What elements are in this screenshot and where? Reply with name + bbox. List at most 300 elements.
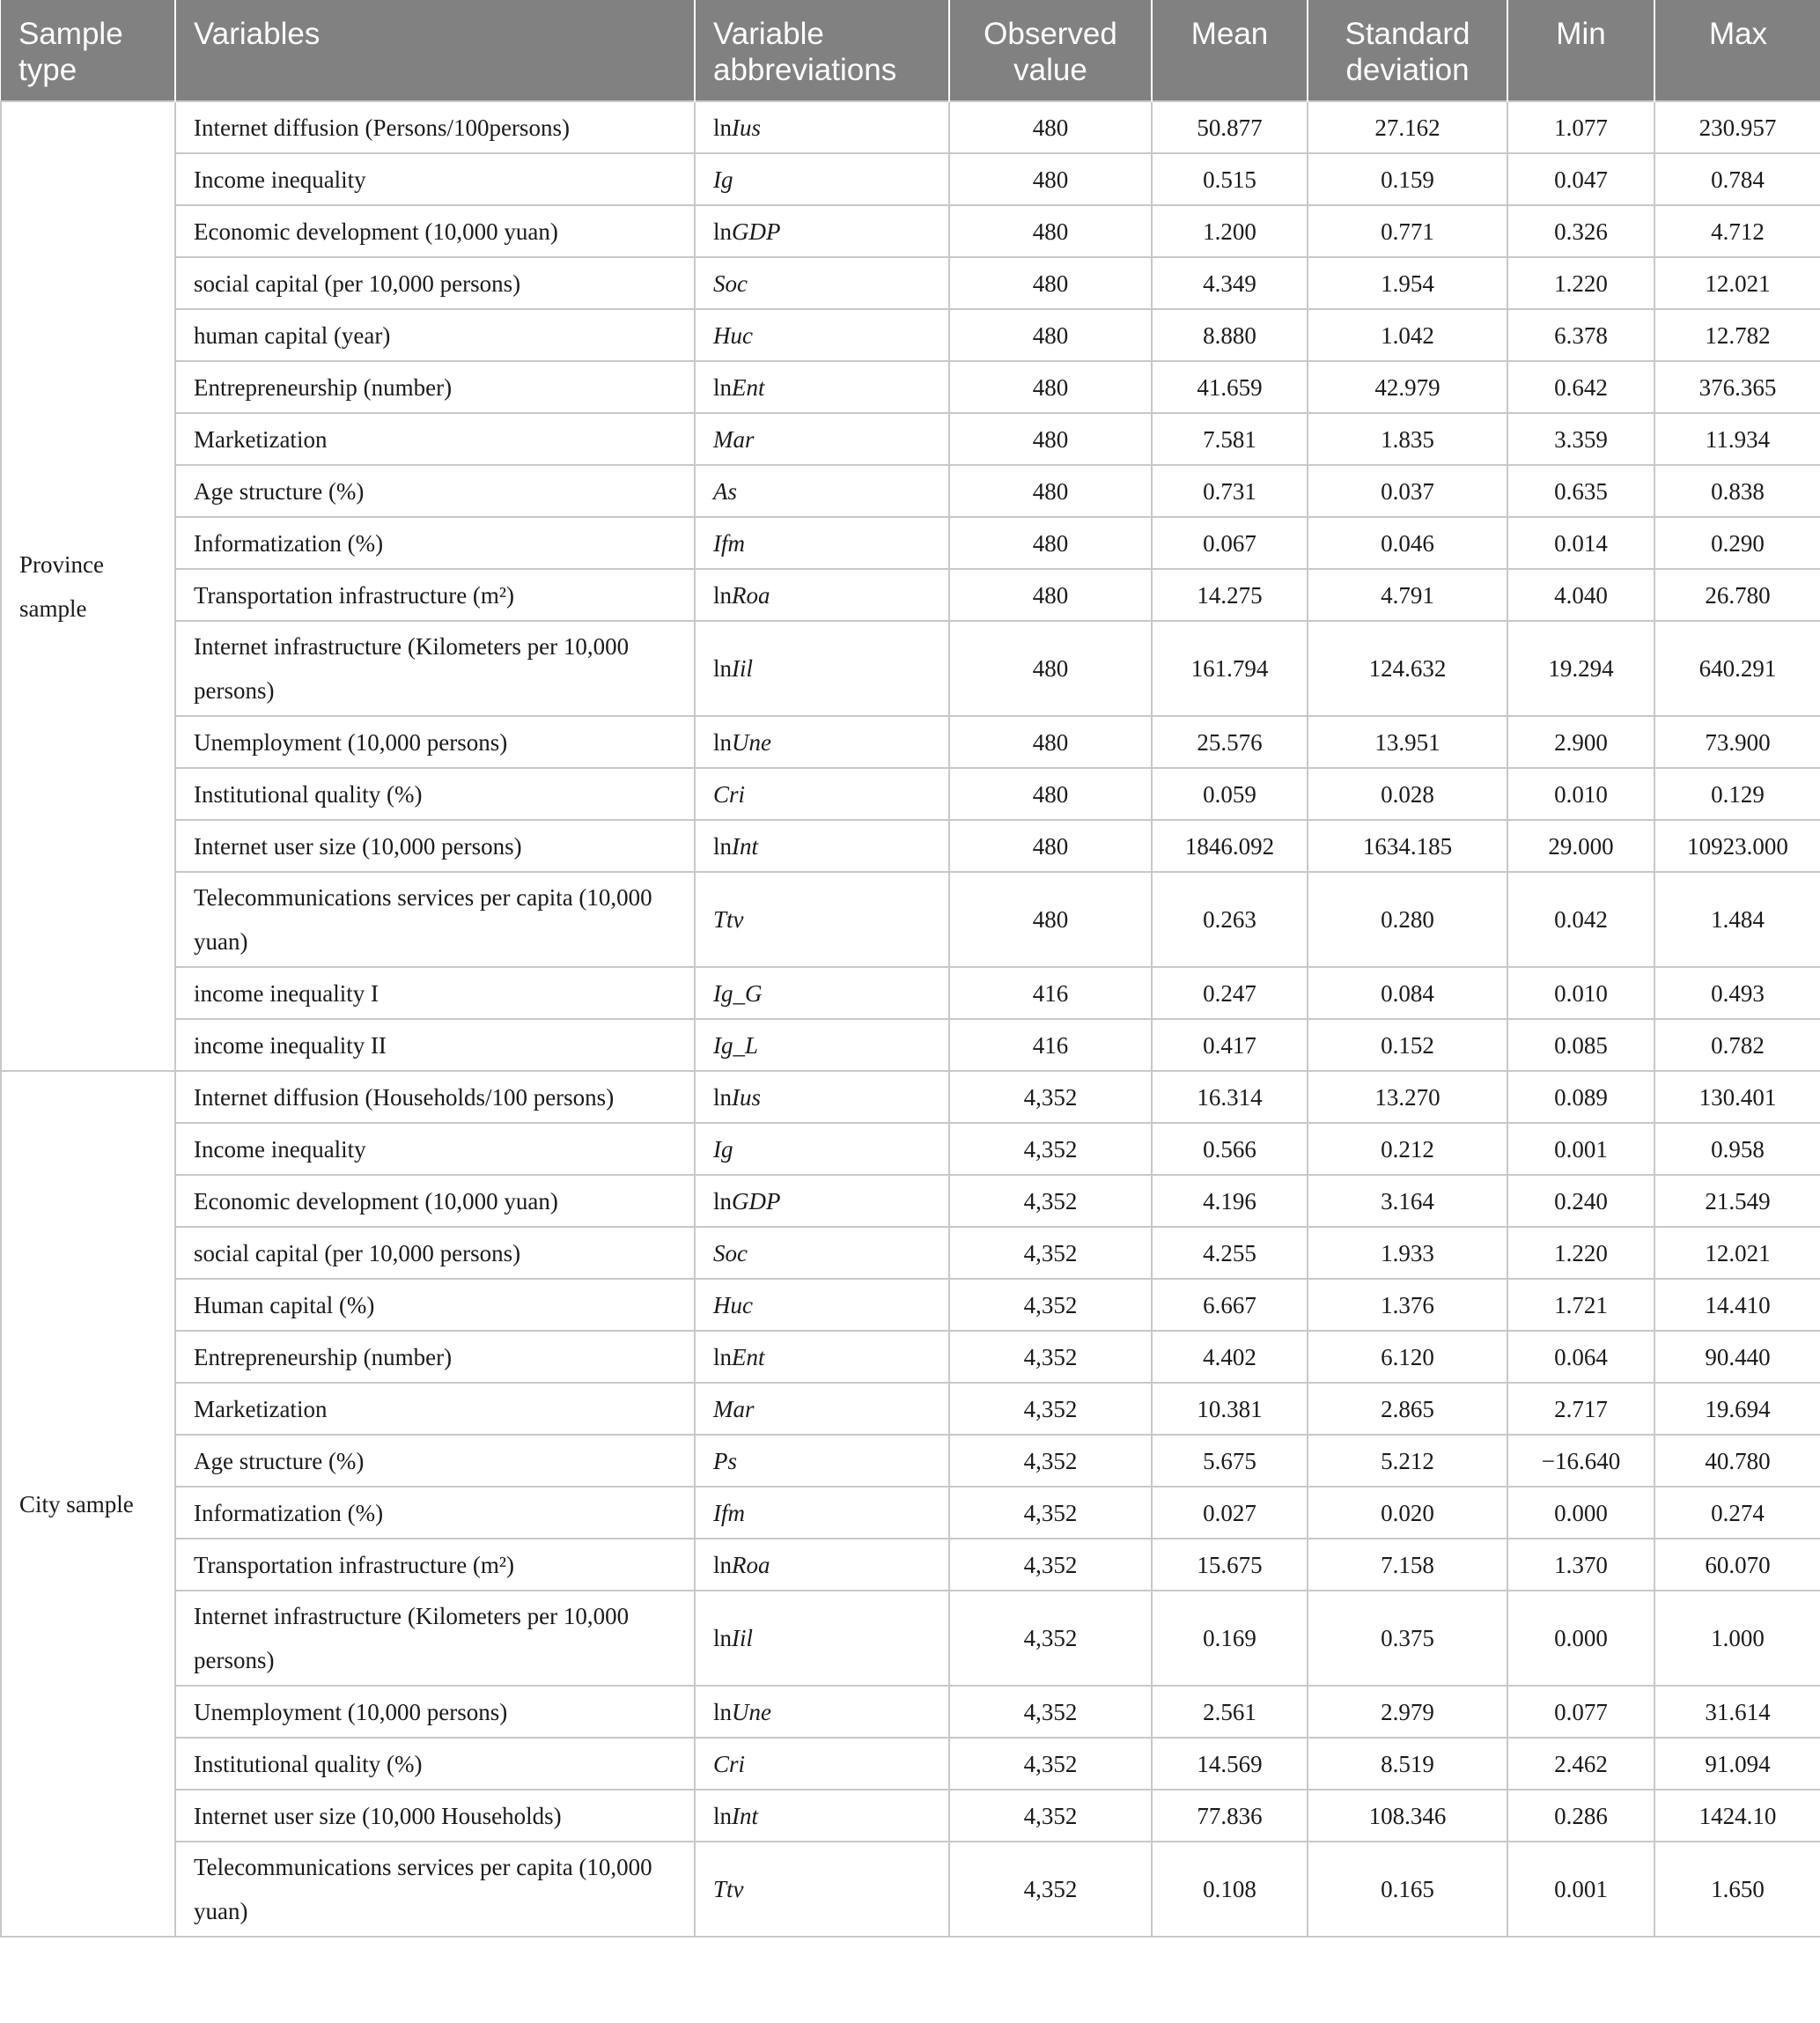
mean-cell: 4.255 [1152,1227,1308,1279]
standard-deviation-cell: 1.933 [1308,1227,1507,1279]
abbreviation-cell [695,1175,949,1227]
table-row [1,569,1820,621]
observed-value-cell: 4,352 [949,1383,1152,1435]
table-row [1,1331,1820,1383]
mean-cell: 0.247 [1152,967,1308,1019]
standard-deviation-cell: 0.771 [1308,205,1507,257]
mean-cell: 0.731 [1152,465,1308,517]
abbreviation-symbol: Ig [713,166,733,193]
abbreviation-cell [695,1227,949,1279]
abbreviation-cell [695,517,949,569]
standard-deviation-cell: 1.376 [1308,1279,1507,1331]
max-cell: 0.129 [1654,768,1820,820]
min-cell: 0.000 [1507,1591,1654,1686]
mean-cell: 6.667 [1152,1279,1308,1331]
table-row [1,1842,1820,1937]
abbreviation-prefix: ln [713,1698,733,1725]
min-cell: 1.370 [1507,1539,1654,1591]
abbreviation-symbol: Cri [713,1750,746,1777]
abbreviation-symbol: Huc [713,1291,753,1318]
observed-value-cell: 480 [949,621,1152,716]
table-row [1,1738,1820,1790]
min-cell: 19.294 [1507,621,1654,716]
mean-cell: 0.566 [1152,1123,1308,1175]
max-cell: 14.410 [1654,1279,1820,1331]
max-cell: 4.712 [1654,205,1820,257]
observed-value-cell: 480 [949,569,1152,621]
max-cell: 0.290 [1654,517,1820,569]
max-cell: 1.000 [1654,1591,1820,1686]
min-cell: 2.717 [1507,1383,1654,1435]
max-cell: 0.493 [1654,967,1820,1019]
abbreviation-symbol: Ig_L [713,1031,759,1059]
observed-value-cell: 4,352 [949,1175,1152,1227]
min-cell: 0.642 [1507,361,1654,413]
abbreviation-prefix: ln [713,655,733,682]
observed-value-cell: 4,352 [949,1686,1152,1738]
mean-cell: 4.349 [1152,257,1308,309]
table-row [1,465,1820,517]
abbreviation-symbol: Roa [732,1551,770,1578]
variable-name-cell: income inequality I [175,967,695,1019]
max-cell: 91.094 [1654,1738,1820,1790]
abbreviation-cell [695,1331,949,1383]
mean-cell: 8.880 [1152,309,1308,361]
min-cell: 0.326 [1507,205,1654,257]
standard-deviation-cell: 3.164 [1308,1175,1507,1227]
mean-cell: 41.659 [1152,361,1308,413]
mean-cell: 4.402 [1152,1331,1308,1383]
max-cell: 230.957 [1654,101,1820,153]
table-row [1,967,1820,1019]
abbreviation-symbol: Int [732,832,759,860]
table-row [1,1383,1820,1435]
standard-deviation-cell: 4.791 [1308,569,1507,621]
abbreviation-cell [695,621,949,716]
standard-deviation-cell: 8.519 [1308,1738,1507,1790]
abbreviation-symbol: Ttv [713,906,744,933]
standard-deviation-cell: 0.046 [1308,517,1507,569]
max-cell: 12.021 [1654,257,1820,309]
abbreviation-symbol: Mar [713,425,755,453]
max-cell: 0.274 [1654,1487,1820,1539]
variable-name-cell: Entrepreneurship (number) [175,1331,695,1383]
variable-name-cell: Telecommunications services per capita (10,000 yuan) [175,1842,695,1937]
header-sample-type: Sample type [1,0,175,101]
abbreviation-prefix: ln [713,728,733,756]
variable-name-cell: Informatization (%) [175,517,695,569]
table-row [1,361,1820,413]
table-row [1,101,1820,153]
variable-name-cell: Age structure (%) [175,1435,695,1487]
observed-value-cell: 480 [949,517,1152,569]
mean-cell: 0.263 [1152,872,1308,967]
abbreviation-prefix: ln [713,1625,733,1651]
mean-cell: 50.877 [1152,101,1308,153]
observed-value-cell: 480 [949,153,1152,205]
variable-name-cell: Internet user size (10,000 persons) [175,820,695,872]
max-cell: 1.650 [1654,1842,1820,1937]
max-cell: 10923.000 [1654,820,1820,872]
table-row [1,820,1820,872]
max-cell: 11.934 [1654,413,1820,465]
sample-type-cell: Province sample [1,101,175,1071]
abbreviation-cell [695,153,949,205]
table-row [1,1686,1820,1738]
abbreviation-symbol: Ius [732,114,762,141]
variable-name-cell: Internet user size (10,000 Households) [175,1790,695,1842]
variable-name-cell: human capital (year) [175,309,695,361]
abbreviation-cell [695,1591,949,1686]
min-cell: 0.042 [1507,872,1654,967]
mean-cell: 77.836 [1152,1790,1308,1842]
abbreviation-symbol: As [713,477,737,505]
table-body [1,101,1820,1937]
table-row [1,872,1820,967]
mean-cell: 5.675 [1152,1435,1308,1487]
abbreviation-symbol: Ius [732,1083,762,1111]
abbreviation-cell [695,569,949,621]
table-row [1,716,1820,768]
mean-cell: 1846.092 [1152,820,1308,872]
variable-name-cell: Unemployment (10,000 persons) [175,716,695,768]
abbreviation-symbol: Huc [713,321,753,349]
max-cell: 26.780 [1654,569,1820,621]
variable-name-cell: income inequality II [175,1019,695,1071]
abbreviation-prefix: ln [713,114,733,141]
min-cell: 0.064 [1507,1331,1654,1383]
variable-name-cell: Institutional quality (%) [175,768,695,820]
header-variables: Variables [175,0,695,101]
abbreviation-prefix: ln [713,581,733,609]
mean-cell: 0.059 [1152,768,1308,820]
variable-name-cell: Economic development (10,000 yuan) [175,205,695,257]
standard-deviation-cell: 13.270 [1308,1071,1507,1123]
table-row [1,309,1820,361]
abbreviation-cell [695,361,949,413]
abbreviation-cell [695,465,949,517]
variable-name-cell: Marketization [175,1383,695,1435]
min-cell: 0.089 [1507,1071,1654,1123]
abbreviation-cell [695,1790,949,1842]
abbreviation-cell [695,1123,949,1175]
abbreviation-symbol: Ent [732,373,765,401]
abbreviation-cell [695,205,949,257]
mean-cell: 16.314 [1152,1071,1308,1123]
standard-deviation-cell: 1.954 [1308,257,1507,309]
header-mean: Mean [1152,0,1308,101]
table-row [1,1227,1820,1279]
observed-value-cell: 4,352 [949,1487,1152,1539]
table-row [1,1487,1820,1539]
variable-name-cell: Telecommunications services per capita (10,000 yuan) [175,872,695,967]
observed-value-cell: 480 [949,465,1152,517]
min-cell: 0.635 [1507,465,1654,517]
min-cell: 3.359 [1507,413,1654,465]
variable-name-cell: Informatization (%) [175,1487,695,1539]
abbreviation-cell [695,413,949,465]
observed-value-cell: 4,352 [949,1591,1152,1686]
max-cell: 73.900 [1654,716,1820,768]
standard-deviation-cell: 0.375 [1308,1591,1507,1686]
abbreviation-cell [695,967,949,1019]
min-cell: 0.077 [1507,1686,1654,1738]
min-cell: 1.220 [1507,1227,1654,1279]
observed-value-cell: 480 [949,768,1152,820]
abbreviation-symbol: GDP [732,218,781,245]
observed-value-cell: 480 [949,716,1152,768]
variable-name-cell: Marketization [175,413,695,465]
variable-name-cell: Transportation infrastructure (m²) [175,1539,695,1591]
min-cell: 1.220 [1507,257,1654,309]
abbreviation-prefix: ln [713,1187,733,1215]
standard-deviation-cell: 0.159 [1308,153,1507,205]
abbreviation-symbol: Iil [732,1625,754,1651]
abbreviation-cell [695,1686,949,1738]
mean-cell: 0.108 [1152,1842,1308,1937]
mean-cell: 4.196 [1152,1175,1308,1227]
max-cell: 19.694 [1654,1383,1820,1435]
variable-name-cell: social capital (per 10,000 persons) [175,257,695,309]
min-cell: 0.001 [1507,1123,1654,1175]
standard-deviation-cell: 6.120 [1308,1331,1507,1383]
variable-name-cell: Internet diffusion (Households/100 persons) [175,1071,695,1123]
table-row [1,153,1820,205]
abbreviation-cell [695,101,949,153]
variable-name-cell: Institutional quality (%) [175,1738,695,1790]
min-cell: 2.900 [1507,716,1654,768]
min-cell: 0.240 [1507,1175,1654,1227]
observed-value-cell: 480 [949,101,1152,153]
abbreviation-symbol: Ps [713,1447,737,1474]
abbreviation-cell [695,1019,949,1071]
max-cell: 60.070 [1654,1539,1820,1591]
abbreviation-cell [695,257,949,309]
table-row [1,621,1820,716]
abbreviation-cell [695,1279,949,1331]
table-row [1,1279,1820,1331]
observed-value-cell: 4,352 [949,1123,1152,1175]
table-row [1,768,1820,820]
min-cell: 0.014 [1507,517,1654,569]
table-row [1,205,1820,257]
mean-cell: 2.561 [1152,1686,1308,1738]
max-cell: 90.440 [1654,1331,1820,1383]
mean-cell: 0.515 [1152,153,1308,205]
abbreviation-symbol: Soc [713,1239,748,1266]
abbreviation-cell [695,1071,949,1123]
abbreviation-symbol: Soc [713,269,748,297]
abbreviation-prefix: ln [713,1551,733,1578]
abbreviation-symbol: Roa [732,581,770,609]
variable-name-cell: Entrepreneurship (number) [175,361,695,413]
abbreviation-cell [695,1487,949,1539]
abbreviation-prefix: ln [713,832,733,860]
table-row [1,1435,1820,1487]
abbreviation-cell [695,1383,949,1435]
standard-deviation-cell: 1.835 [1308,413,1507,465]
table-row [1,1591,1820,1686]
standard-deviation-cell: 0.020 [1308,1487,1507,1539]
observed-value-cell: 4,352 [949,1790,1152,1842]
abbreviation-cell [695,872,949,967]
standard-deviation-cell: 0.280 [1308,872,1507,967]
mean-cell: 0.417 [1152,1019,1308,1071]
sample-type-cell: City sample [1,1071,175,1937]
min-cell: −16.640 [1507,1435,1654,1487]
abbreviation-symbol: Int [732,1802,759,1829]
max-cell: 0.784 [1654,153,1820,205]
abbreviation-symbol: Ig_G [713,979,763,1007]
observed-value-cell: 480 [949,309,1152,361]
standard-deviation-cell: 13.951 [1308,716,1507,768]
standard-deviation-cell: 2.979 [1308,1686,1507,1738]
abbreviation-symbol: Mar [713,1395,755,1422]
abbreviation-symbol: Une [732,1698,771,1725]
observed-value-cell: 4,352 [949,1842,1152,1937]
header-observed-value: Observed value [949,0,1152,101]
table-row [1,1071,1820,1123]
max-cell: 130.401 [1654,1071,1820,1123]
abbreviation-cell [695,716,949,768]
max-cell: 12.782 [1654,309,1820,361]
standard-deviation-cell: 27.162 [1308,101,1507,153]
mean-cell: 1.200 [1152,205,1308,257]
standard-deviation-cell: 5.212 [1308,1435,1507,1487]
table-row [1,1539,1820,1591]
abbreviation-prefix: ln [713,1083,733,1111]
observed-value-cell: 480 [949,413,1152,465]
mean-cell: 0.169 [1152,1591,1308,1686]
abbreviation-symbol: Cri [713,780,746,808]
max-cell: 0.838 [1654,465,1820,517]
max-cell: 31.614 [1654,1686,1820,1738]
observed-value-cell: 4,352 [949,1435,1152,1487]
header-min: Min [1507,0,1654,101]
observed-value-cell: 4,352 [949,1279,1152,1331]
table-row [1,1175,1820,1227]
variable-name-cell: Internet infrastructure (Kilometers per 10,000 persons) [175,621,695,716]
observed-value-cell: 4,352 [949,1331,1152,1383]
table-row [1,1123,1820,1175]
min-cell: 0.286 [1507,1790,1654,1842]
abbreviation-symbol: Une [732,728,771,756]
abbreviation-symbol: GDP [732,1187,781,1215]
table-header [1,0,1820,101]
observed-value-cell: 480 [949,257,1152,309]
standard-deviation-cell: 0.165 [1308,1842,1507,1937]
min-cell: 0.010 [1507,967,1654,1019]
abbreviation-cell [695,1539,949,1591]
min-cell: 0.000 [1507,1487,1654,1539]
max-cell: 0.958 [1654,1123,1820,1175]
min-cell: 4.040 [1507,569,1654,621]
standard-deviation-cell: 0.152 [1308,1019,1507,1071]
observed-value-cell: 416 [949,1019,1152,1071]
observed-value-cell: 4,352 [949,1738,1152,1790]
abbreviation-symbol: Ig [713,1135,733,1163]
min-cell: 29.000 [1507,820,1654,872]
observed-value-cell: 4,352 [949,1227,1152,1279]
observed-value-cell: 4,352 [949,1071,1152,1123]
mean-cell: 14.569 [1152,1738,1308,1790]
standard-deviation-cell: 0.028 [1308,768,1507,820]
abbreviation-cell [695,1738,949,1790]
max-cell: 21.549 [1654,1175,1820,1227]
standard-deviation-cell: 1.042 [1308,309,1507,361]
abbreviation-prefix: ln [713,373,733,401]
header-standard-deviation: Standard deviation [1308,0,1507,101]
min-cell: 0.010 [1507,768,1654,820]
abbreviation-symbol: Ifm [713,1499,745,1526]
mean-cell: 7.581 [1152,413,1308,465]
abbreviation-prefix: ln [713,1802,733,1829]
standard-deviation-cell: 1634.185 [1308,820,1507,872]
min-cell: 2.462 [1507,1738,1654,1790]
variable-name-cell: Internet diffusion (Persons/100persons) [175,101,695,153]
abbreviation-symbol: Ent [732,1343,765,1370]
min-cell: 0.047 [1507,153,1654,205]
table-row [1,1790,1820,1842]
min-cell: 1.077 [1507,101,1654,153]
observed-value-cell: 416 [949,967,1152,1019]
mean-cell: 14.275 [1152,569,1308,621]
table-row [1,517,1820,569]
abbreviation-cell [695,309,949,361]
standard-deviation-cell: 0.212 [1308,1123,1507,1175]
observed-value-cell: 480 [949,872,1152,967]
mean-cell: 161.794 [1152,621,1308,716]
max-cell: 1.484 [1654,872,1820,967]
min-cell: 0.085 [1507,1019,1654,1071]
header-row [1,0,1820,101]
min-cell: 0.001 [1507,1842,1654,1937]
standard-deviation-cell: 42.979 [1308,361,1507,413]
observed-value-cell: 4,352 [949,1539,1152,1591]
abbreviation-cell [695,768,949,820]
abbreviation-prefix: ln [713,1343,733,1370]
standard-deviation-cell: 124.632 [1308,621,1507,716]
mean-cell: 0.067 [1152,517,1308,569]
observed-value-cell: 480 [949,361,1152,413]
variable-name-cell: Internet infrastructure (Kilometers per 10,000 persons) [175,1591,695,1686]
abbreviation-cell [695,1435,949,1487]
mean-cell: 15.675 [1152,1539,1308,1591]
min-cell: 1.721 [1507,1279,1654,1331]
variable-name-cell: Transportation infrastructure (m²) [175,569,695,621]
abbreviation-symbol: Ifm [713,529,745,557]
standard-deviation-cell: 2.865 [1308,1383,1507,1435]
min-cell: 6.378 [1507,309,1654,361]
max-cell: 0.782 [1654,1019,1820,1071]
table-row [1,413,1820,465]
variable-name-cell: Human capital (%) [175,1279,695,1331]
standard-deviation-cell: 7.158 [1308,1539,1507,1591]
abbreviation-prefix: ln [713,218,733,245]
header-max: Max [1654,0,1820,101]
header-abbreviations: Variable abbreviations [695,0,949,101]
variable-name-cell: Age structure (%) [175,465,695,517]
standard-deviation-cell: 108.346 [1308,1790,1507,1842]
max-cell: 1424.10 [1654,1790,1820,1842]
abbreviation-symbol: Iil [732,655,754,682]
abbreviation-symbol: Ttv [713,1876,744,1902]
table-row [1,1019,1820,1071]
variable-name-cell: social capital (per 10,000 persons) [175,1227,695,1279]
observed-value-cell: 480 [949,205,1152,257]
max-cell: 40.780 [1654,1435,1820,1487]
mean-cell: 25.576 [1152,716,1308,768]
